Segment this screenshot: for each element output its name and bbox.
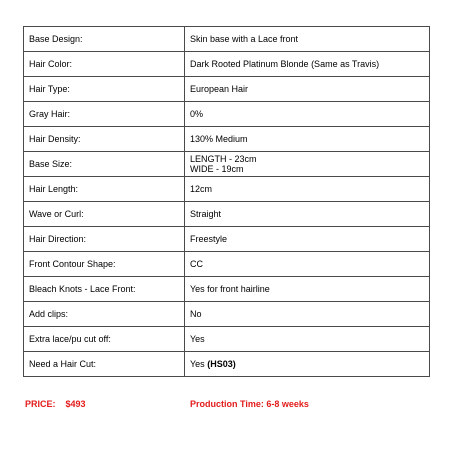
spec-value-line: Yes — [190, 334, 205, 344]
spec-value — [185, 127, 430, 152]
spec-label: Hair Direction: — [24, 227, 185, 252]
spec-value-line: 12cm — [190, 184, 213, 194]
spec-value — [185, 152, 430, 177]
spec-value-text: Yes — [190, 359, 205, 369]
spec-value-line: Skin base with a Lace front — [190, 34, 299, 44]
spec-value — [185, 252, 430, 277]
spec-value-line: Freestyle — [190, 234, 228, 244]
spec-label: Hair Color: — [24, 52, 185, 77]
spec-label: Need a Hair Cut: — [24, 352, 185, 377]
spec-value — [185, 227, 430, 252]
price-label: PRICE: — [25, 399, 56, 409]
spec-label: Wave or Curl: — [24, 202, 185, 227]
spec-value-line: LENGTH - 23cm — [190, 154, 257, 164]
spec-value-line: 130% Medium — [190, 134, 248, 144]
spec-value — [185, 202, 430, 227]
table-row — [24, 227, 430, 252]
spec-value-line: Dark Rooted Platinum Blonde (Same as Travis) — [190, 59, 380, 69]
spec-label: Add clips: — [24, 302, 185, 327]
price-value: $493 — [65, 399, 86, 409]
spec-value-line: No — [190, 309, 202, 319]
spec-label: Base Design: — [24, 27, 185, 52]
table-row — [24, 202, 430, 227]
table-row — [24, 127, 430, 152]
spec-value-line: Yes for front hairline — [190, 284, 270, 294]
spec-label: Gray Hair: — [24, 102, 185, 127]
hair-spec-table — [23, 26, 430, 377]
spec-label: Hair Length: — [24, 177, 185, 202]
table-row — [24, 252, 430, 277]
spec-value — [185, 177, 430, 202]
production-time: Production Time: 6-8 weeks — [190, 399, 309, 409]
spec-value-line: European Hair — [190, 84, 249, 94]
table-row — [24, 352, 430, 377]
table-row — [24, 327, 430, 352]
spec-value — [185, 77, 430, 102]
spec-value-line: WIDE - 19cm — [190, 164, 244, 174]
spec-value — [185, 352, 430, 377]
spec-value — [185, 277, 430, 302]
spec-label: Hair Type: — [24, 77, 185, 102]
spec-value-line: Straight — [190, 209, 222, 219]
spec-label: Base Size: — [24, 152, 185, 177]
spec-value — [185, 27, 430, 52]
spec-value — [185, 102, 430, 127]
price-line — [25, 399, 86, 409]
table-row — [24, 77, 430, 102]
spec-value — [185, 52, 430, 77]
spec-table-body — [24, 27, 430, 377]
table-row — [24, 102, 430, 127]
table-row — [24, 27, 430, 52]
spec-label: Extra lace/pu cut off: — [24, 327, 185, 352]
table-row — [24, 177, 430, 202]
haircut-code: (HS03) — [207, 359, 236, 369]
spec-value — [185, 327, 430, 352]
spec-label: Bleach Knots - Lace Front: — [24, 277, 185, 302]
spec-label: Hair Density: — [24, 127, 185, 152]
spec-value — [185, 302, 430, 327]
table-row — [24, 302, 430, 327]
spec-value-line: CC — [190, 259, 203, 269]
table-row — [24, 52, 430, 77]
table-row — [24, 152, 430, 177]
table-row — [24, 277, 430, 302]
spec-value-line: 0% — [190, 109, 204, 119]
spec-label: Front Contour Shape: — [24, 252, 185, 277]
